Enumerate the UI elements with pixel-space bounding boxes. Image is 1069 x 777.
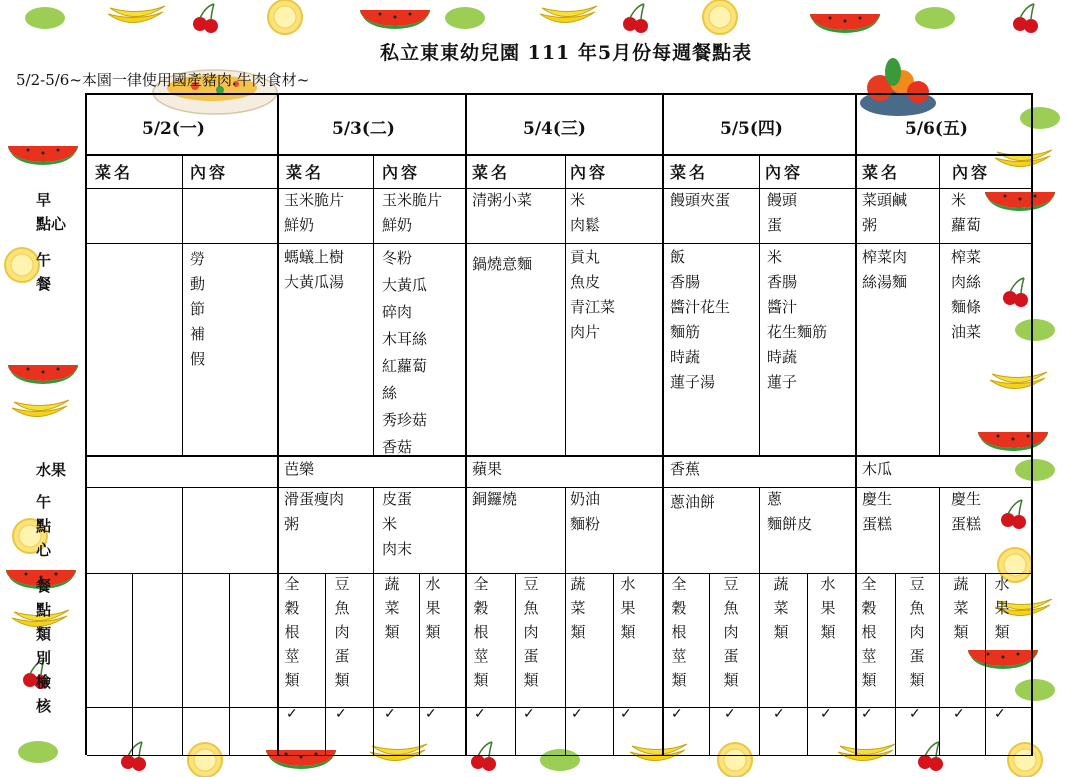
check-category: 全 穀 根 莖 類 bbox=[861, 575, 877, 689]
check-category: 豆 魚 肉 蛋 類 bbox=[334, 575, 350, 689]
check-mark: ✓ bbox=[474, 706, 486, 722]
check-mark: ✓ bbox=[286, 706, 298, 722]
snack-dish: 滑蛋瘦肉 粥 bbox=[284, 490, 345, 533]
fruit-item: 木瓜 bbox=[862, 460, 893, 478]
lunch-content: 冬粉 大黃瓜 碎肉 木耳絲 紅蘿蔔 絲 秀珍菇 香菇 bbox=[382, 249, 428, 456]
check-category: 豆 魚 肉 蛋 類 bbox=[523, 575, 539, 689]
check-category: 水 果 類 bbox=[994, 575, 1010, 641]
row-label-lunch: 午 餐 bbox=[36, 251, 52, 293]
check-mark: ✓ bbox=[861, 706, 873, 722]
row-label-fruit: 水果 bbox=[36, 461, 67, 479]
check-category: 豆 魚 肉 蛋 類 bbox=[909, 575, 925, 689]
column-header-content: 內容 bbox=[952, 163, 991, 182]
day-header: 5/4(三) bbox=[523, 119, 586, 139]
check-mark: ✓ bbox=[953, 706, 965, 722]
breakfast-content: 米 蘿蔔 bbox=[951, 191, 982, 234]
meat-source-note: 5/2-5/6~本園一律使用國產豬肉.牛肉食材~ bbox=[16, 71, 310, 89]
check-category: 水 果 類 bbox=[820, 575, 836, 641]
column-header-dish: 菜名 bbox=[862, 163, 901, 182]
snack-content: 慶生 蛋糕 bbox=[951, 490, 982, 533]
snack-dish: 銅鑼燒 bbox=[472, 490, 518, 508]
page-title: 私立東東幼兒園 111 年5月份每週餐點表 bbox=[380, 42, 753, 64]
check-category: 蔬 菜 類 bbox=[384, 575, 400, 641]
check-mark: ✓ bbox=[820, 706, 832, 722]
breakfast-content: 饅頭 蛋 bbox=[767, 191, 798, 234]
check-category: 蔬 菜 類 bbox=[773, 575, 789, 641]
column-header-content: 內容 bbox=[190, 163, 229, 182]
check-mark: ✓ bbox=[620, 706, 632, 722]
lunch-dish: 鍋燒意麵 bbox=[472, 255, 533, 273]
check-mark: ✓ bbox=[425, 706, 437, 722]
column-header-content: 內容 bbox=[570, 163, 609, 182]
check-category: 豆 魚 肉 蛋 類 bbox=[723, 575, 739, 689]
day-header: 5/2(一) bbox=[142, 119, 205, 139]
day-header: 5/3(二) bbox=[332, 119, 395, 139]
column-header-dish: 菜名 bbox=[472, 163, 511, 182]
check-category: 蔬 菜 類 bbox=[953, 575, 969, 641]
row-label-breakfast: 早 點心 bbox=[36, 191, 67, 233]
check-mark: ✓ bbox=[994, 706, 1006, 722]
check-category: 水 果 類 bbox=[425, 575, 441, 641]
check-mark: ✓ bbox=[384, 706, 396, 722]
column-header-content: 內容 bbox=[382, 163, 421, 182]
column-header-dish: 菜名 bbox=[286, 163, 325, 182]
check-category: 全 穀 根 莖 類 bbox=[284, 575, 300, 689]
lunch-dish: 螞蟻上樹 大黃瓜湯 bbox=[284, 248, 345, 291]
lunch-dish: 榨菜肉 絲湯麵 bbox=[862, 248, 908, 291]
column-header-dish: 菜名 bbox=[670, 163, 709, 182]
snack-dish: 蔥油餅 bbox=[670, 493, 716, 511]
row-label-check: 餐 點 類 別 檢 核 bbox=[36, 577, 52, 715]
fruit-item: 蘋果 bbox=[472, 460, 503, 478]
breakfast-content: 玉米脆片 鮮奶 bbox=[382, 191, 443, 234]
column-header-content: 內容 bbox=[765, 163, 804, 182]
check-mark: ✓ bbox=[523, 706, 535, 722]
check-mark: ✓ bbox=[571, 706, 583, 722]
snack-dish: 慶生 蛋糕 bbox=[862, 490, 893, 533]
snack-content: 皮蛋 米 肉末 bbox=[382, 490, 413, 558]
lunch-content-holiday: 勞 動 節 補 假 bbox=[190, 250, 206, 368]
breakfast-dish: 饅頭夾蛋 bbox=[670, 191, 731, 209]
check-mark: ✓ bbox=[773, 706, 785, 722]
check-mark: ✓ bbox=[724, 706, 736, 722]
check-category: 水 果 類 bbox=[620, 575, 636, 641]
breakfast-dish: 清粥小菜 bbox=[472, 191, 533, 209]
check-category: 全 穀 根 莖 類 bbox=[671, 575, 687, 689]
snack-content: 蔥 麵餅皮 bbox=[767, 490, 813, 533]
lunch-content: 米 香腸 醬汁 花生麵筋 時蔬 蓮子 bbox=[767, 248, 828, 391]
check-mark: ✓ bbox=[335, 706, 347, 722]
breakfast-dish: 玉米脆片 鮮奶 bbox=[284, 191, 345, 234]
check-mark: ✓ bbox=[671, 706, 683, 722]
day-header: 5/6(五) bbox=[905, 119, 968, 139]
lunch-content: 貢丸 魚皮 青江菜 肉片 bbox=[570, 248, 616, 341]
row-label-snack: 午 點 心 bbox=[36, 493, 52, 559]
check-category: 蔬 菜 類 bbox=[570, 575, 586, 641]
check-category: 全 穀 根 莖 類 bbox=[473, 575, 489, 689]
fruit-item: 香蕉 bbox=[670, 460, 701, 478]
lunch-dish: 飯 香腸 醬汁花生 麵筋 時蔬 蓮子湯 bbox=[670, 248, 731, 391]
check-mark: ✓ bbox=[909, 706, 921, 722]
breakfast-dish: 菜頭鹹 粥 bbox=[862, 191, 908, 234]
fruit-item: 芭樂 bbox=[284, 460, 315, 478]
lunch-content: 榨菜 肉絲 麵條 油菜 bbox=[951, 248, 982, 341]
day-header: 5/5(四) bbox=[720, 119, 783, 139]
snack-content: 奶油 麵粉 bbox=[570, 490, 601, 533]
column-header-dish: 菜名 bbox=[95, 163, 134, 182]
breakfast-content: 米 肉鬆 bbox=[570, 191, 601, 234]
